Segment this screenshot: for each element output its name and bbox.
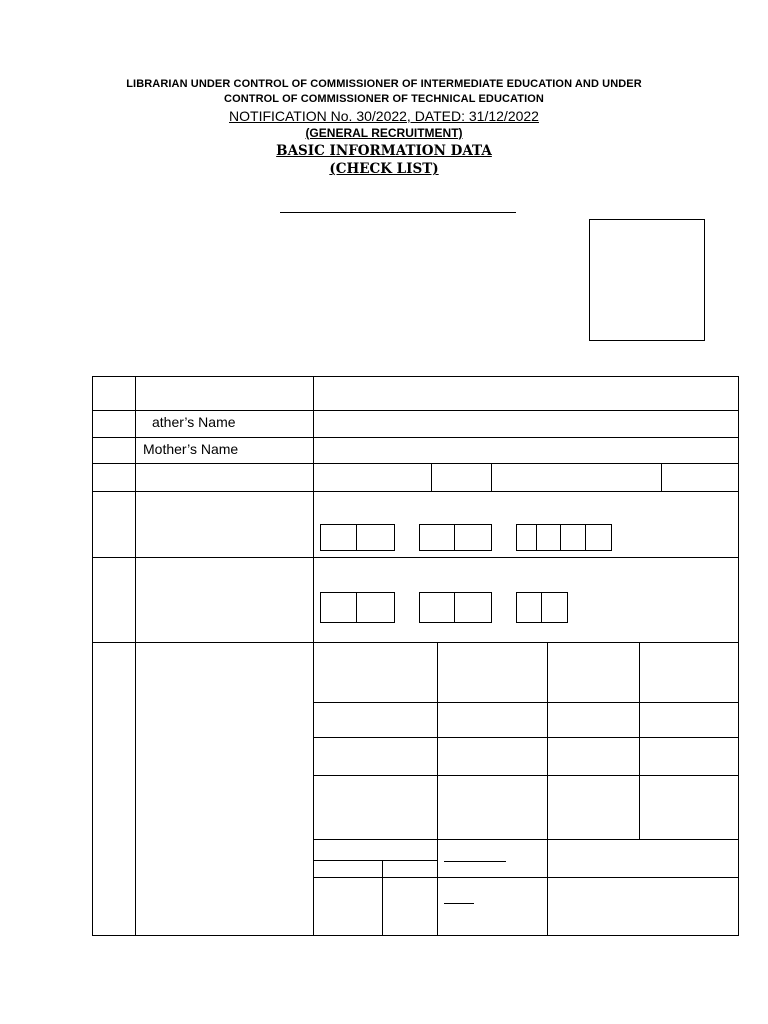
digit-box[interactable]	[356, 592, 395, 623]
recruitment-type: (GENERAL RECRUITMENT)	[305, 126, 463, 140]
digit-box[interactable]	[541, 592, 568, 623]
fathers-name-label: ather’s Name	[152, 414, 236, 430]
name-input-field[interactable]	[314, 377, 738, 410]
year-digit-box[interactable]	[516, 524, 537, 551]
year-digit-box[interactable]	[536, 524, 561, 551]
digit-box[interactable]	[454, 592, 492, 623]
fathers-name-field[interactable]	[314, 411, 738, 437]
date-digit-box[interactable]	[320, 524, 357, 551]
header-line-2: CONTROL OF COMMISSIONER OF TECHNICAL EDUCATION	[224, 93, 544, 105]
header-line-1: LIBRARIAN UNDER CONTROL OF COMMISSIONER OF INTERMEDIATE EDUCATION AND UNDER	[126, 78, 642, 90]
date-digit-box[interactable]	[356, 524, 395, 551]
year-digit-box[interactable]	[560, 524, 586, 551]
month-digit-box[interactable]	[454, 524, 492, 551]
form-title: BASIC INFORMATION DATA	[276, 143, 492, 159]
mothers-name-field[interactable]	[314, 438, 738, 463]
month-digit-box[interactable]	[419, 524, 455, 551]
digit-box[interactable]	[419, 592, 455, 623]
form-subtitle: (CHECK LIST)	[329, 161, 439, 177]
year-digit-box[interactable]	[585, 524, 612, 551]
notification-number: NOTIFICATION No. 30/2022, DATED: 31/12/2022	[229, 108, 539, 124]
photo-box[interactable]	[589, 219, 705, 341]
signature-line	[280, 212, 516, 213]
mothers-name-label: Mother’s Name	[143, 441, 239, 457]
digit-box[interactable]	[516, 592, 542, 623]
digit-box[interactable]	[320, 592, 357, 623]
